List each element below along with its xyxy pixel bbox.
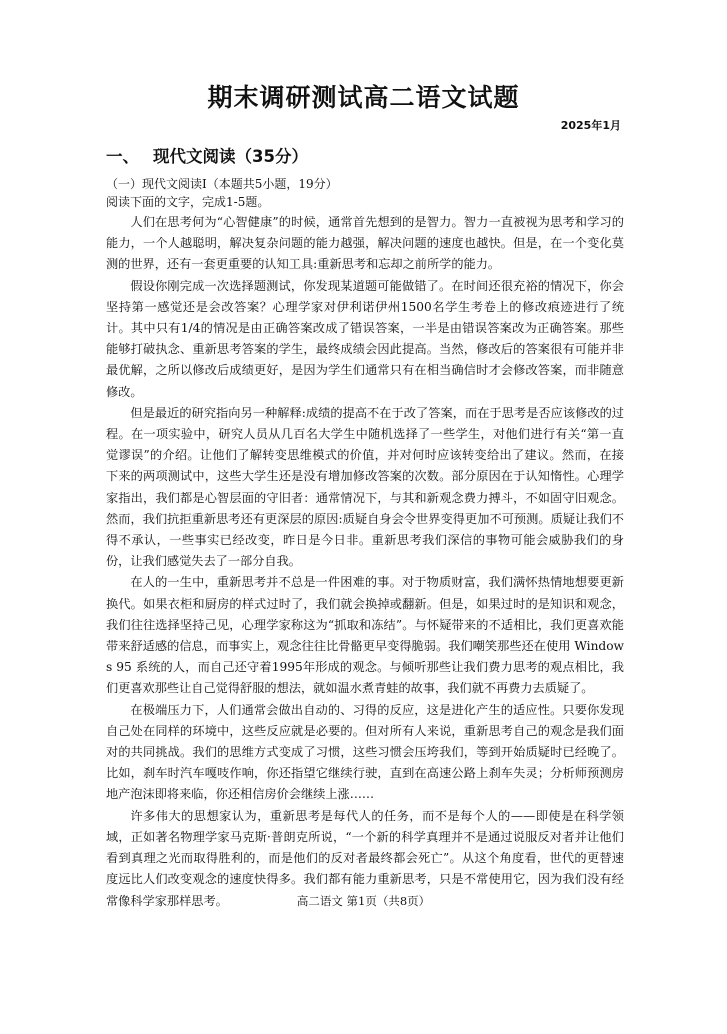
- passage-paragraph-2: 假设你刚完成一次选择题测试，你发现某道题可能做错了。在时间还很充裕的情况下，你会坚持第一感觉还是会改答案？心理学家对伊利诺伊州1500名学生考卷上的修改痕迹进行了统计。其中只有1/4的情况是由正确答案改成了错误答案，一半是由错误答案改为正确答案。那些能够打破执念、重新思考答案的学生，最终成绩会因此提高。当然，修改后的答案很有可能并非最优解，之所以修改后成绩更好，是因为学生们通常只有在相当确信时才会修改答案，而非随意修改。: [106, 278, 624, 399]
- passage-paragraph-3: 但是最近的研究指向另一种解释:成绩的提高不在于改了答案，而在于思考是否应该修改的过程。在一项实验中，研究人员从几百名大学生中随机选择了一些学生，对他们进行有关“第一直觉谬误”的介绍。让他们了解转变思维模式的价值，并对何时应该转变给出了建议。然而，在接下来的两项测试中，这些大学生还是没有增加修改答案的次数。部分原因在于认知惰性。心理学家指出，我们都是心智层面的守旧者：通常情况下，与其和新观念费力搏斗，不如固守旧观念。然而，我们抗拒重新思考还有更深层的原因:质疑自身会令世界变得更加不可预测。质疑让我们不得不承认，一些事实已经改变，昨日是今日非。重新思考我们深信的事物可能会威胁我们的身份，让我们感觉失去了一部分自我。: [106, 405, 624, 569]
- subsection-heading: （一）现代文阅读Ⅰ（本题共5小题，19分）: [106, 177, 338, 191]
- exam-date: 2025年1月: [560, 119, 621, 132]
- section-heading: [106, 143, 308, 167]
- passage-paragraph-6: 许多伟大的思想家认为，重新思考是每代人的任务，而不是每个人的——即使是在科学领域，正如著名物理学家马克斯·普朗克所说，“一个新的科学真理并不是通过说服反对者并让他们看到真理之光而取得胜利的，而是他们的反对者最终都会死亡”。从这个角度看，世代的更替速度远比人们改变观念的速度快得多。我们都有能力重新思考，只是不常使用它，因为我们没有经常像科学家那样思考。: [106, 808, 624, 908]
- passage-paragraph-4: 在人的一生中，重新思考并不总是一件困难的事。对于物质财富，我们满怀热情地想要更新换代。如果衣柜和厨房的样式过时了，我们就会换掉或翻新。但是，如果过时的是知识和观念，我们往往选择坚持己见，心理学家称这为“抓取和冻结”。与怀疑带来的不适相比，我们更喜欢能带来舒适感的信息，而事实上，观念往往比骨骼更早变得脆弱。我们嘲笑那些还在使用 Windows 95 系统的人，而自己还守着1995年形成的观念。与倾听那些让我们费力思考的观点相比，我们更喜欢那些让自己觉得舒服的想法，就如温水煮青蛙的故事，我们就不再费力去质疑了。: [106, 575, 624, 696]
- passage-paragraph-5: 在极端压力下，人们通常会做出自动的、习得的反应，这是进化产生的适应性。只要你发现自己处在同样的环境中，这些反应就是必要的。但对所有人来说，重新思考自己的观念是我们面对的共同挑战。我们的思维方式变成了习惯，这些习惯会压垮我们，等到开始质疑时已经晚了。比如，刹车时汽车嘎吱作响，你还指望它继续行驶，直到在高速公路上刹车失灵；分析师预测房地产泡沫即将来临，你还相信房价会继续上涨……: [106, 702, 624, 802]
- section-title: 现代文阅读（35分）: [153, 147, 308, 166]
- section-number: 一、: [106, 147, 139, 166]
- reading-passage: [106, 212, 624, 912]
- passage-paragraph-1: 人们在思考何为“心智健康”的时候，通常首先想到的是智力。智力一直被视为思考和学习的能力，一个人越聪明，解决复杂问题的能力越强，解决问题的速度也越快。但是，在一个变化莫测的世界，还有一套更重要的认知工具:重新思考和忘却之前所学的能力。: [106, 215, 624, 272]
- page-footer: 高二语文 第1页（共8页）: [296, 894, 431, 908]
- reading-instruction: 阅读下面的文字，完成1-5题。: [106, 195, 270, 209]
- exam-title: 期末调研测试高二语文试题: [207, 83, 520, 112]
